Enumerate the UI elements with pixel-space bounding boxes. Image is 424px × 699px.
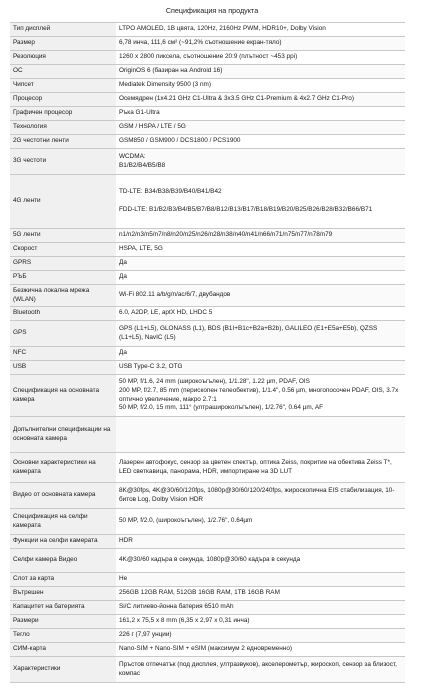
table-row [10, 175, 405, 229]
spec-label: USB [10, 361, 116, 375]
spec-label: Bluetooth [10, 307, 116, 321]
spec-value [116, 483, 405, 509]
spec-value-line: HDR [119, 537, 133, 545]
spec-value-line: USB Type-C 3.2, OTG [119, 363, 183, 371]
spec-value [116, 417, 405, 453]
table-row [10, 629, 405, 643]
table-row [10, 509, 405, 535]
spec-value-line: TD-LTE: B34/B38/B39/B40/B41/B42 [119, 188, 222, 196]
spec-value-line: 4K@30/60 кадъра в секунда, 1080p@30/60 кадъра в секунда [119, 556, 301, 564]
spec-label: ОС [10, 65, 116, 79]
spec-label: Скорост [10, 243, 116, 257]
table-row [10, 657, 405, 683]
spec-label: Тип дисплей [10, 23, 116, 37]
spec-value [116, 23, 405, 37]
spec-label: РЪБ [10, 271, 116, 285]
spec-value [116, 229, 405, 243]
table-row [10, 375, 405, 417]
spec-value-line: 8K@30fps, 4K@30/60/120fps, 1080p@30/60/120/240fps, жироскопична EIS стабилизация, 10-битов Log, Dolby Vision HDR [119, 486, 395, 503]
spec-value-line: LTPO AMOLED, 1B цвята, 120Hz, 2160Hz PWM, HDR10+, Dolby Vision [119, 25, 326, 33]
spec-value [116, 79, 405, 93]
table-row [10, 549, 405, 573]
table-row [10, 483, 405, 509]
table-row [10, 417, 405, 453]
spec-value [116, 509, 405, 535]
spec-value-line: WCDMA: [119, 152, 146, 160]
spec-label: Резолюция [10, 51, 116, 65]
spec-label: Слот за карта [10, 573, 116, 587]
spec-value-line: 50 MP, f/2.0, 15 mm, 111° (ултрашироколъгълен), 1/2.76", 0.64 µm, AF [119, 404, 324, 412]
spec-value [116, 285, 405, 307]
spec-value-line: B1/B2/B4/B5/B8 [119, 161, 166, 169]
spec-value [116, 149, 405, 175]
spec-label: 4G ленти [10, 175, 116, 229]
spec-value-line: GSM / HSPA / LTE / 5G [119, 123, 186, 131]
spec-value-line: Да [119, 259, 127, 267]
spec-value [116, 271, 405, 285]
spec-value-line: Пръстов отпечатък (под дисплея, ултразвуков), акселерометър, жироскоп, сензор за близост, компас [119, 660, 397, 677]
spec-value [116, 65, 405, 79]
spec-value-line: 1260 x 2800 пиксела, съотношение 20:9 (плътност ~453 ppi) [119, 53, 298, 61]
spec-label: Технология [10, 121, 116, 135]
table-row [10, 285, 405, 307]
spec-value-line: HSPA, LTE, 5G [119, 245, 163, 253]
table-row [10, 361, 405, 375]
table-row [10, 107, 405, 121]
table-row [10, 23, 405, 37]
spec-label: Видео от основната камера [10, 483, 116, 509]
spec-value-line: Wi-Fi 802.11 a/b/g/n/ac/6/7, двубандов [119, 291, 231, 299]
spec-label: Вътрешен [10, 587, 116, 601]
spec-value [116, 375, 405, 417]
spec-value-line: GSM850 / GSM900 / DCS1800 / PCS1900 [119, 137, 241, 145]
spec-value-line: 6.0, A2DP, LE, aptX HD, LHDC 5 [119, 309, 213, 317]
spec-value-line: Да [119, 349, 127, 357]
spec-value-line: 50 MP, f/1.6, 24 mm (широкоъгълен), 1/1.28", 1.22 µm, PDAF, OIS [119, 378, 310, 386]
spec-table [10, 22, 405, 683]
table-row [10, 243, 405, 257]
table-row [10, 65, 405, 79]
spec-label: 3G честоти [10, 149, 116, 175]
table-row [10, 229, 405, 243]
table-row [10, 643, 405, 657]
spec-value-line: 6,78 инча, 111,6 см² (~91,2% съотношение екран-тяло) [119, 39, 282, 47]
spec-value-line: FDD-LTE: B1/B2/B3/B4/B5/B7/B8/B12/B13/B17/B18/B19/B20/B25/B26/B28/B32/B66/B71 [119, 206, 373, 213]
spec-label: Функции на селфи камерата [10, 535, 116, 549]
table-row [10, 573, 405, 587]
spec-label: Процесор [10, 93, 116, 107]
spec-value-line: 50 MP, f/2.0, (широкоъгълен), 1/2.76", 0.64µm [119, 517, 253, 525]
spec-value [116, 307, 405, 321]
spec-value [116, 361, 405, 375]
spec-value [116, 37, 405, 51]
table-row [10, 535, 405, 549]
table-row [10, 257, 405, 271]
spec-value [116, 243, 405, 257]
spec-value [116, 629, 405, 643]
spec-value [116, 257, 405, 271]
spec-value [116, 347, 405, 361]
table-row [10, 615, 405, 629]
spec-value-line: 226 г (7,97 унции) [119, 631, 172, 639]
spec-value [116, 93, 405, 107]
spec-label: 5G ленти [10, 229, 116, 243]
spec-value [116, 657, 405, 683]
spec-value-line: Осемядрен (1x4.21 GHz C1-Ultra & 3x3.5 GHz C1-Premium & 4x2.7 GHz C1-Pro) [119, 95, 354, 103]
spec-value [116, 549, 405, 573]
spec-value-line: GPS (L1+L5), GLONASS (L1), BDS (B1I+B1c+B2a+B2b), GALILEO (E1+E5a+E5b), QZSS (L1+L5), NavIC (L5) [119, 324, 378, 341]
spec-label: Основни характеристики на камерата [10, 453, 116, 483]
spec-value [116, 535, 405, 549]
spec-label: 2G честотни ленти [10, 135, 116, 149]
table-row [10, 93, 405, 107]
spec-label: Графичен процесор [10, 107, 116, 121]
spec-label: NFC [10, 347, 116, 361]
table-row [10, 135, 405, 149]
table-row [10, 321, 405, 347]
table-row [10, 453, 405, 483]
spec-value-line: 200 MP, f/2.7, 85 mm (перископен телеобектив), 1/1.4", 0.56 µm, многопосочен PDAF, OIS, 3.7x оптично увеличение, макро 2.7:1 [119, 386, 399, 403]
spec-value [116, 107, 405, 121]
spec-value-line: Si/C литиево-йонна батерия 6510 mAh [119, 603, 234, 611]
spec-label: Спецификация на основната камера [10, 375, 116, 417]
spec-label: Размер [10, 37, 116, 51]
spec-label: GPRS [10, 257, 116, 271]
spec-label: Характеристики [10, 657, 116, 683]
spec-label: Спецификация на селфи камерата [10, 509, 116, 535]
spec-label: Размери [10, 615, 116, 629]
spec-value-line: OriginOS 6 (базиран на Android 16) [119, 67, 223, 75]
spec-value [116, 453, 405, 483]
spec-value-line: Ръка G1-Ultra [119, 109, 160, 117]
table-row [10, 51, 405, 65]
spec-label: Селфи камера Видео [10, 549, 116, 573]
spec-label: GPS [10, 321, 116, 347]
spec-value-line: Не [119, 575, 128, 583]
table-row [10, 271, 405, 285]
spec-value [116, 615, 405, 629]
spec-value-line: 161,2 x 75,5 x 8 mm (6,35 x 2,97 x 0,31 инча) [119, 617, 250, 625]
spec-value [116, 587, 405, 601]
spec-value-line: Mediatek Dimensity 9500 (3 nm) [119, 81, 211, 89]
spec-value [116, 643, 405, 657]
spec-value [116, 573, 405, 587]
spec-value-line: Nano-SIM + Nano-SIM + eSIM (максимум 2 едновременно) [119, 645, 293, 653]
spec-value [116, 601, 405, 615]
spec-value [116, 175, 405, 229]
table-row [10, 307, 405, 321]
spec-label: СИМ-карта [10, 643, 116, 657]
spec-label: Тегло [10, 629, 116, 643]
page-title: Спецификация на продукта [165, 6, 259, 15]
spec-label: Допълнителни спецификации на основната камера [10, 417, 116, 453]
table-row [10, 149, 405, 175]
spec-value [116, 135, 405, 149]
spec-label: Безжична локална мрежа (WLAN) [10, 285, 116, 307]
spec-label: Чипсет [10, 79, 116, 93]
spec-value-line: Да [119, 273, 127, 281]
spec-value-line: Лазерен автофокус, сензор за цветен спектър, оптика Zeiss, покритие на обектива Zeiss T*, LED светкавица, панорама, HDR, импортиране на 3D LUT [119, 458, 392, 475]
table-row [10, 37, 405, 51]
spec-value-line: n1/n2/n3/n5/n7/n8/n20/n25/n26/n28/n38/n40/n41/n66/n71/n75/n77/n78/n79 [119, 231, 333, 239]
table-row [10, 79, 405, 93]
spec-value [116, 321, 405, 347]
table-row [10, 347, 405, 361]
spec-value [116, 121, 405, 135]
spec-value-line: 256GB 12GB RAM, 512GB 16GB RAM, 1TB 16GB RAM [119, 589, 280, 597]
spec-value [116, 51, 405, 65]
spec-label: Капацитет на батерията [10, 601, 116, 615]
table-row [10, 121, 405, 135]
table-row [10, 587, 405, 601]
table-row [10, 601, 405, 615]
